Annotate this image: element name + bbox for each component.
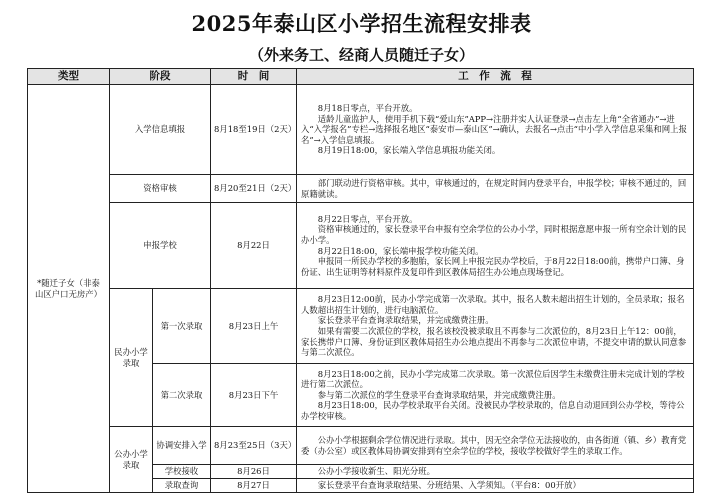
- flow-review-1: 部门联动进行资格审核。其中，审核通过的，在规定时间内登录平台，申报学校；审核不通过的，回原籍就读。: [301, 177, 687, 199]
- time-coord: 8月23至25日（3天）: [211, 427, 297, 465]
- flow-second-1: 8月23日18:00之前，民办小学完成第二次录取。第一次派位后因学生未缴费注册未完成计划的学校进行第二次派位。: [301, 368, 685, 390]
- flow-info-2: 适龄儿童监护人，使用手机下载“爱山东”APP→注册并实人认证登录→点击左上角“全省通办”→进入“入学报名”专栏→选择报名地区“泰安市—泰山区”→确认，去报名→点击“中小学入学信息采集和网上报名”→入学信息填报。: [301, 113, 687, 145]
- flow-info-3: 8月19日18:00，家长端入学信息填报功能关闭。: [317, 145, 501, 156]
- time-apply: 8月22日: [211, 203, 297, 289]
- flow-apply-2: 资格审核通过的，家长登录平台申报有空余学位的公办小学，同时根据意愿申报一所有空余计划的民办小学。: [301, 224, 687, 245]
- private-group-cell: 民办小学录取: [110, 289, 153, 427]
- row-first: [28, 289, 694, 364]
- row-apply: [28, 203, 694, 289]
- flow-receive: [297, 465, 694, 479]
- stage-second: 第二次录取: [153, 364, 211, 427]
- category-cell: *随迁子女（非泰山区户口无房产）: [28, 85, 110, 493]
- flow-first-1: 8月23日12:00前，民办小学完成第一次录取。其中，报名人数未超出招生计划的，全员录取；报名人数超出招生计划的，进行电脑派位。: [301, 294, 685, 315]
- header-type: 类型: [28, 69, 110, 85]
- time-first: 8月23日上午: [211, 289, 297, 364]
- flow-apply: [297, 203, 694, 289]
- flow-first-3: 如果有需要二次派位的学校，报名该校没被录取且不再参与二次派位的，8月23日上午12：00前，家长携带户口簿、身份证到区教体局招生办公地点提出不再参与二次派位申请，不提交申请的默认同意参与第二次派位。: [301, 326, 687, 358]
- flow-first: [297, 289, 694, 364]
- flow-apply-1: 8月22日零点，平台开放。: [317, 213, 418, 224]
- row-coord: [28, 427, 694, 465]
- schedule-table: [27, 68, 694, 493]
- flow-query: [297, 479, 694, 493]
- flow-info-1: 8月18日零点，平台开放。: [317, 103, 418, 114]
- header-stage: 阶段: [110, 69, 211, 85]
- header-flow: 工 作 流 程: [297, 69, 694, 85]
- page-subtitle: （外来务工、经商人员随迁子女）: [248, 46, 474, 64]
- stage-apply: 申报学校: [110, 203, 211, 289]
- time-receive: 8月26日: [211, 465, 297, 479]
- time-second: 8月23日下午: [211, 364, 297, 427]
- time-info: 8月18至19日（2天）: [211, 85, 297, 175]
- flow-second-2: 参与第二次派位的学生登录平台查询录取结果，并完成缴费注册。: [317, 389, 561, 400]
- stage-first: 第一次录取: [153, 289, 211, 364]
- page-title: 2025年泰山区小学招生流程安排表: [191, 11, 532, 36]
- flow-apply-4: 申报同一所民办学校的多胞胎，家长网上申报完民办学校后，于8月22日18:00前，携带户口簿、身份证、出生证明等材料原件及复印件到区教体局招生办公地点现场登记。: [301, 256, 685, 277]
- flow-receive-1: 公办小学接收新生、阳光分班。: [317, 466, 436, 477]
- flow-query-1: 家长登录平台查询录取结果、分班结果、入学须知。（平台8：00开放）: [317, 480, 581, 491]
- header-row: [28, 69, 694, 85]
- flow-second: [297, 364, 694, 427]
- flow-first-2: 家长登录平台查询录取结果，并完成缴费注册。: [317, 315, 494, 326]
- stage-review: 资格审核: [110, 175, 211, 203]
- flow-second-3: 8月23日18:00，民办学校录取平台关闭。没被民办学校录取的，信息自动退回到公办学校，等待公办学校审核。: [301, 400, 685, 421]
- flow-coord: [297, 427, 694, 465]
- header-time: 时 间: [211, 69, 297, 85]
- flow-info: [297, 85, 694, 175]
- flow-coord-1: 公办小学根据剩余学位情况进行录取。其中，因无空余学位无法接收的，由各街道（镇、乡）教育党委（办公室）或区教体局协调安排到有空余学位的学校，接收学校做好学生的录取工作。: [301, 434, 687, 456]
- time-query: 8月27日: [211, 479, 297, 493]
- row-review: [28, 175, 694, 203]
- stage-receive: 学校接收: [153, 465, 211, 479]
- flow-review: [297, 175, 694, 203]
- row-info: [28, 85, 694, 175]
- flow-apply-3: 8月22日18:00，家长端申报学校功能关闭。: [317, 245, 484, 256]
- stage-query: 录取查询: [153, 479, 211, 493]
- stage-coord: 协调安排入学: [153, 427, 211, 465]
- time-review: 8月20至21日（2天）: [211, 175, 297, 203]
- public-group-cell: 公办小学录取: [110, 427, 153, 493]
- stage-info: 入学信息填报: [110, 85, 211, 175]
